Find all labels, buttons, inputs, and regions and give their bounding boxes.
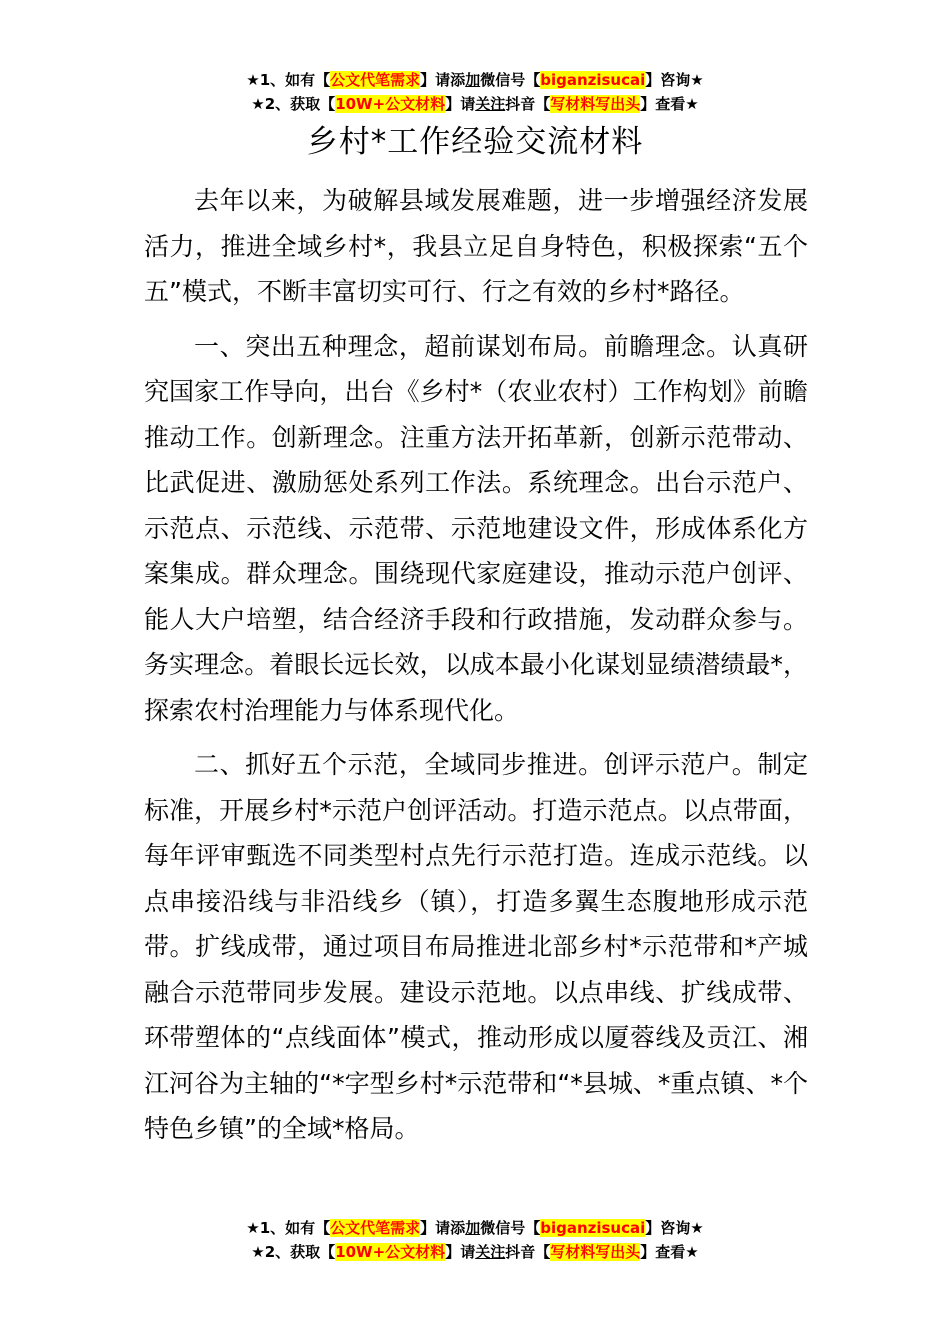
banner-text: 】查看★: [640, 95, 699, 113]
banner-text: ★2、获取【: [251, 95, 336, 113]
banner-line-1: [0, 68, 950, 92]
banner-text: 】请: [445, 1243, 476, 1261]
document-body: [144, 178, 808, 1152]
highlight-wechat-id: biganzisucai: [540, 71, 646, 89]
paragraph-intro: 去年以来，为破解县域发展难题，进一步增强经济发展活力，推进全域乡村*，我县立足自身特色，积极探索“五个五”模式，不断丰富切实可行、行之有效的乡村*路径。: [144, 186, 808, 306]
highlight-douyin-account: 写材料写出头: [550, 1243, 641, 1261]
header-banner: [0, 68, 950, 116]
banner-line-2: [0, 92, 950, 116]
highlight-service: 公文代笔需求: [330, 1219, 421, 1237]
banner-text: 】咨询★: [645, 71, 704, 89]
banner-text: 关注: [475, 1243, 506, 1261]
banner-text: 微信号【: [480, 1219, 541, 1237]
banner-line-2: [0, 1240, 950, 1264]
banner-text: 抖音【: [505, 1243, 551, 1261]
banner-text: ★2、获取【: [251, 1243, 336, 1261]
banner-text: ★1、如有【: [246, 1219, 331, 1237]
banner-text: 加: [465, 71, 481, 89]
banner-text: 微信号【: [480, 71, 541, 89]
banner-text: 关注: [475, 95, 506, 113]
banner-text: 】请添: [420, 71, 466, 89]
document-title: 乡村*工作经验交流材料: [306, 124, 644, 160]
banner-text: 】查看★: [640, 1243, 699, 1261]
highlight-douyin-account: 写材料写出头: [550, 95, 641, 113]
footer-banner: [0, 1216, 950, 1264]
highlight-materials: 10W+公文材料: [335, 1243, 446, 1261]
highlight-materials: 10W+公文材料: [335, 95, 446, 113]
paragraph-section-2: 二、抓好五个示范，全域同步推进。创评示范户。制定标准，开展乡村*示范户创评活动。打造示范点。以点带面，每年评审甄选不同类型村点先行示范打造。连成示范线。以点串接沿线与非沿线乡（镇），打造多翼生态腹地形成示范带。扩线成带，通过项目布局推进北部乡村*示范带和*产城融合示范带同步发展。建设示范地。以点串线、扩线成带、环带塑体的“点线面体”模式，推动形成以厦蓉线及贡江、湘江河谷为主轴的“*字型乡村*示范带和“*县城、*重点镇、*个特色乡镇”的全域*格局。: [144, 750, 808, 1143]
highlight-wechat-id: biganzisucai: [540, 1219, 646, 1237]
highlight-service: 公文代笔需求: [330, 71, 421, 89]
banner-text: 】请: [445, 95, 476, 113]
banner-line-1: [0, 1216, 950, 1240]
banner-text: 】请添: [420, 1219, 466, 1237]
banner-text: 抖音【: [505, 95, 551, 113]
banner-text: 加: [465, 1219, 481, 1237]
paragraph-section-1: 一、突出五种理念，超前谋划布局。前瞻理念。认真研究国家工作导向，出台《乡村*（农业农村）工作构划》前瞻推动工作。创新理念。注重方法开拓革新，创新示范带动、比武促进、激励惩处系列工作法。系统理念。出台示范户、示范点、示范线、示范带、示范地建设文件，形成体系化方案集成。群众理念。围绕现代家庭建设，推动示范户创评、能人大户培塑，结合经济手段和行政措施，发动群众参与。务实理念。着眼长远长效，以成本最小化谋划显绩潜绩最*，探索农村治理能力与体系现代化。: [144, 331, 808, 725]
banner-text: ★1、如有【: [246, 71, 331, 89]
banner-text: 】咨询★: [645, 1219, 704, 1237]
